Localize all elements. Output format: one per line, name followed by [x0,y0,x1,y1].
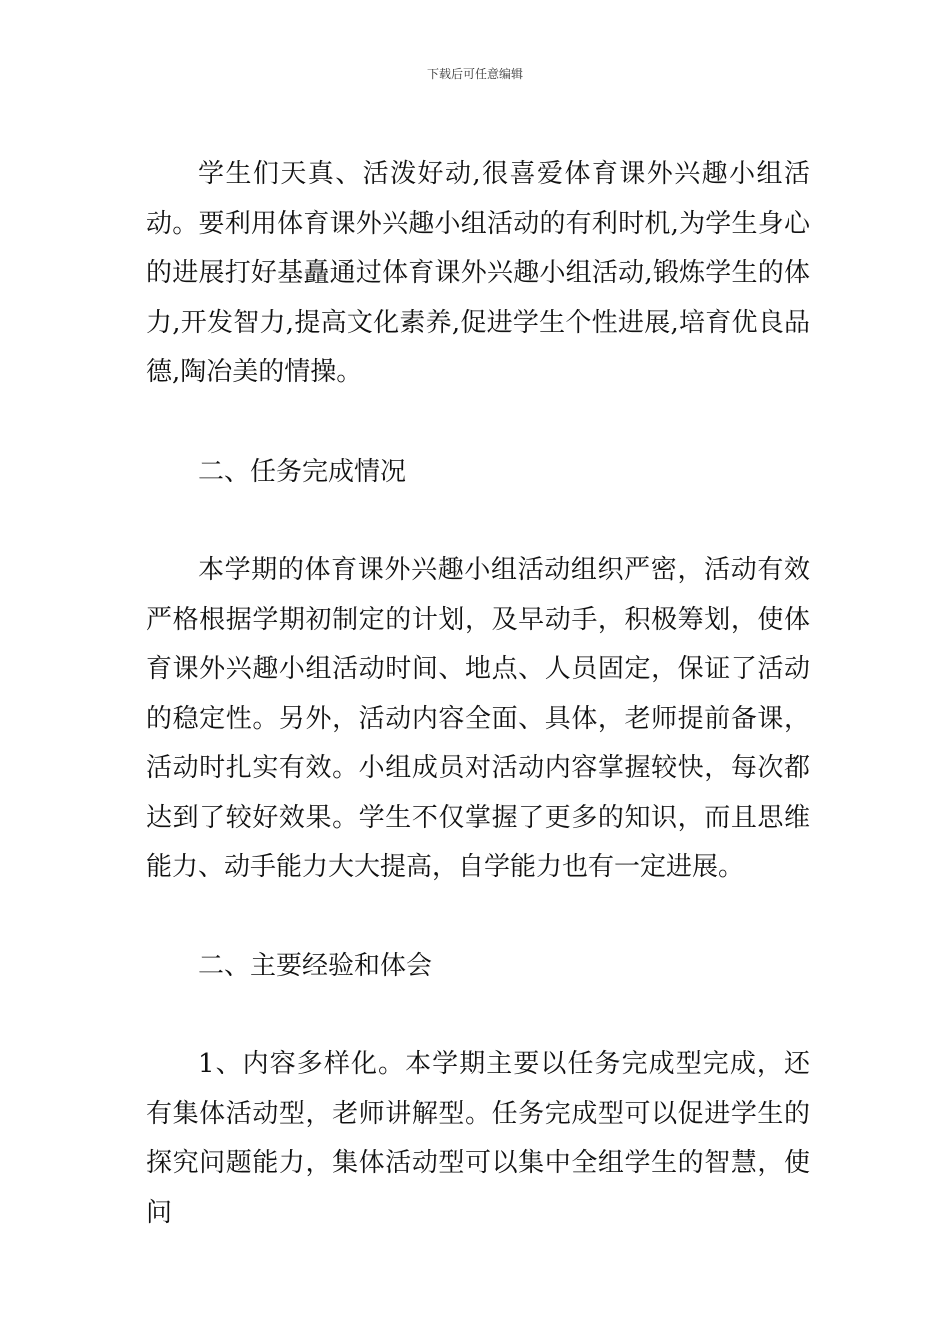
header-note: 下载后可任意编辑 [426,67,523,81]
paragraph-gap [146,497,810,546]
document-body [146,150,810,1238]
section-heading-1: 二、任务完成情况 [198,456,407,487]
paragraph-3: 1、内容多样化。本学期主要以任务完成型完成，还有集体活动型，老师讲解型。任务完成型可以促进学生的探究问题能力，集体活动型可以集中全组学生的智慧，使问 [146,1049,810,1228]
paragraph-2: 本学期的体育课外兴趣小组活动组织严密，活动有效严格根据学期初制定的计划，及早动手，积极筹划，使体育课外兴趣小组活动时间、地点、人员固定，保证了活动的稳定性。另外，活动内容全面、具体，老师提前备课，活动时扎实有效。小组成员对活动内容掌握较快，每次都达到了较好效果。学生不仅掌握了更多的知识，而且思维能力、动手能力大大提高，自学能力也有一定进展。 [146,555,810,882]
paragraph-1: 学生们天真、活泼好动,很喜爱体育课外兴趣小组活动。要利用体育课外兴趣小组活动的有利时机,为学生身心的进展打好基矗通过体育课外兴趣小组活动,锻炼学生的体力,开发智力,提高文化素养,促进学生个性进展,培育优良品德,陶冶美的情操。 [146,159,810,387]
paragraph-gap [146,991,810,1040]
paragraph-gap [146,893,810,942]
section-heading-2: 二、主要经验和体会 [198,950,433,981]
paragraph-gap [146,398,810,448]
